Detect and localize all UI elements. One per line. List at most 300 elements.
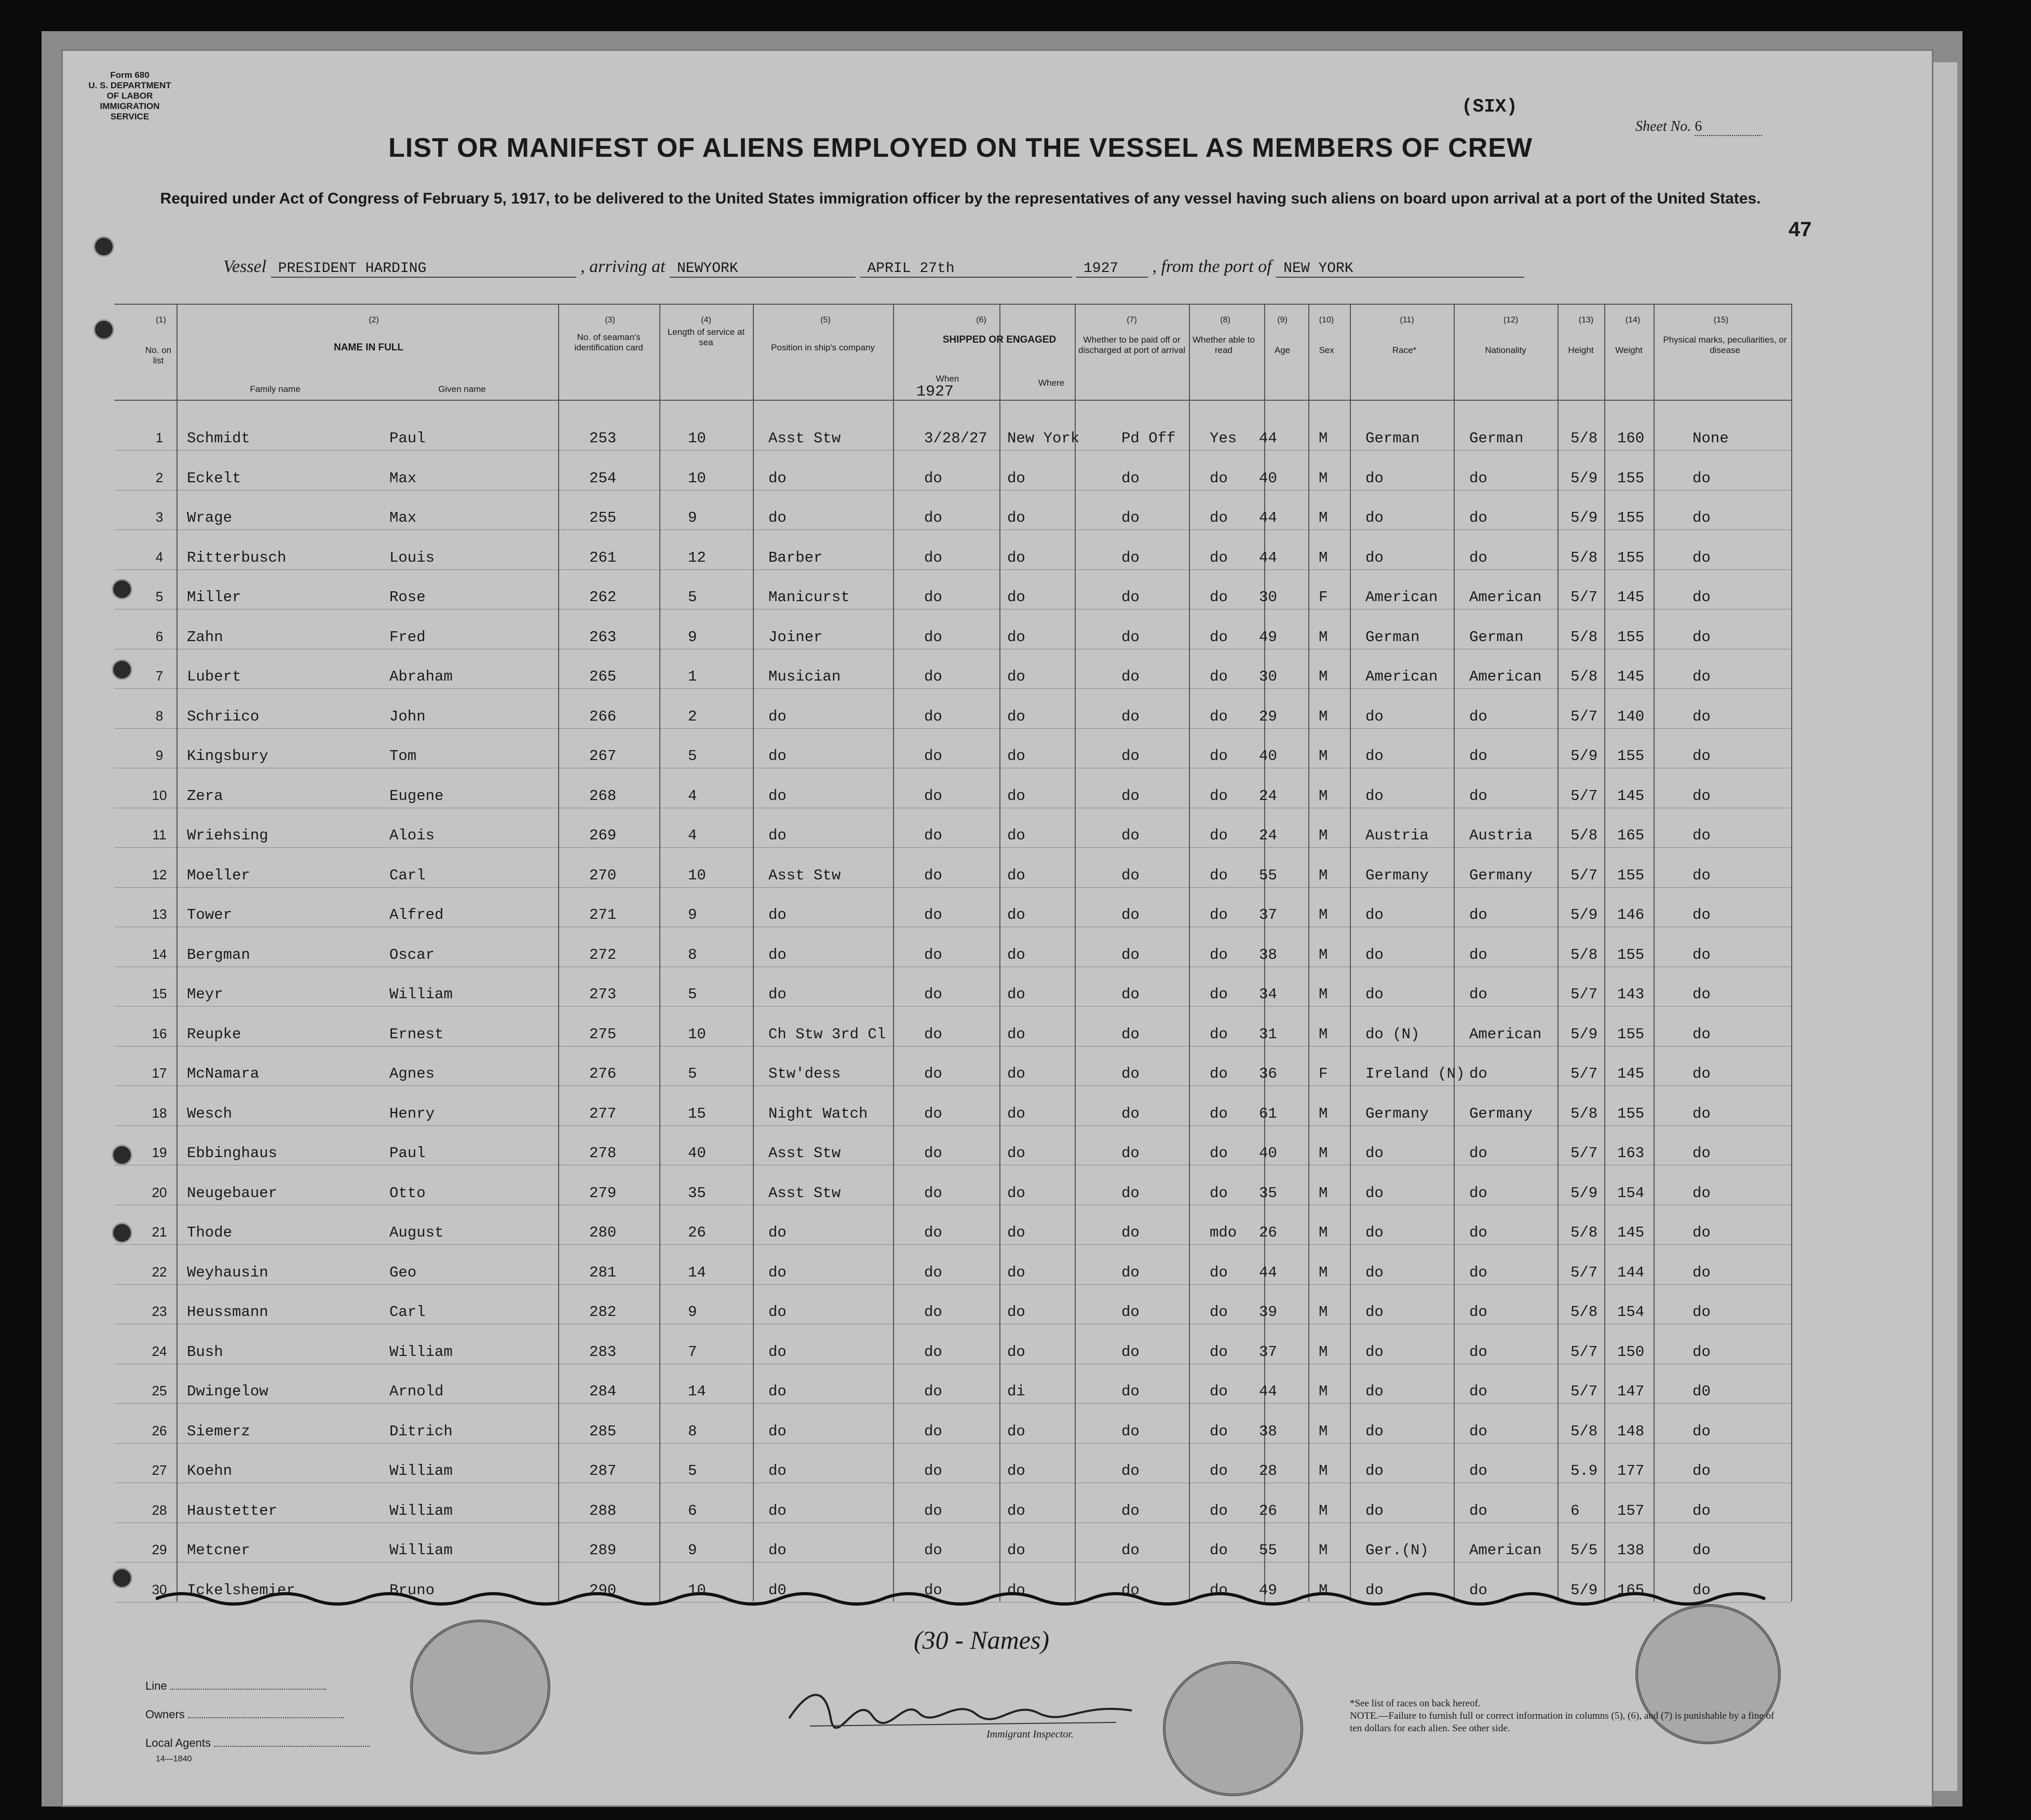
- sex: M: [1319, 1581, 1328, 1599]
- paid-off: do: [1121, 708, 1140, 725]
- height: 5.9: [1570, 1462, 1598, 1479]
- nationality: do: [1469, 748, 1487, 765]
- weight: 155: [1617, 1105, 1645, 1122]
- where-engaged: do: [1007, 469, 1025, 487]
- row-number: 30: [152, 1581, 167, 1597]
- sheet-value: 6: [1695, 118, 1762, 136]
- service-length: 15: [688, 1105, 706, 1122]
- row-number: 29: [152, 1542, 167, 1557]
- physical-marks: do: [1692, 866, 1711, 884]
- able-to-read: do: [1210, 708, 1228, 725]
- header-length-service: Length of service at sea: [667, 327, 745, 347]
- row-number: 17: [152, 1065, 167, 1081]
- paid-off: Pd Off: [1121, 430, 1176, 447]
- race: do: [1365, 1383, 1384, 1400]
- age: 38: [1259, 1422, 1277, 1440]
- header-position: Position in ship's company: [771, 343, 875, 352]
- from-port: NEW YORK: [1276, 261, 1524, 278]
- agents-label: Local Agents: [145, 1736, 211, 1749]
- service-length: 9: [688, 1303, 697, 1321]
- able-to-read: do: [1210, 866, 1228, 884]
- header-physical: Physical marks, peculiarities, or disease: [1663, 335, 1787, 355]
- row-number: 20: [152, 1184, 167, 1200]
- height: 5/7: [1570, 866, 1598, 884]
- position: d0: [768, 1581, 787, 1599]
- when-engaged: do: [924, 469, 942, 487]
- sex: M: [1319, 1025, 1328, 1043]
- family-name: Haustetter: [187, 1502, 278, 1519]
- age: 28: [1259, 1462, 1277, 1479]
- paid-off: do: [1121, 1303, 1140, 1321]
- row-line: [114, 529, 1791, 530]
- height: 5/7: [1570, 1145, 1598, 1162]
- physical-marks: do: [1692, 946, 1711, 963]
- nationality: do: [1469, 469, 1487, 487]
- family-name: Zera: [187, 787, 223, 805]
- height: 5/5: [1570, 1542, 1598, 1559]
- given-name: John: [389, 708, 426, 725]
- weight: 144: [1617, 1264, 1645, 1281]
- height: 5/7: [1570, 1383, 1598, 1400]
- id-card: 266: [589, 708, 617, 725]
- sex: M: [1319, 549, 1328, 566]
- nationality: American: [1469, 589, 1542, 606]
- position: do: [768, 1343, 787, 1361]
- age: 38: [1259, 946, 1277, 963]
- position: do: [768, 469, 787, 487]
- sheet-label: Sheet No.: [1635, 118, 1691, 134]
- height: 5/8: [1570, 946, 1598, 963]
- id-card: 288: [589, 1502, 617, 1519]
- service-length: 5: [688, 748, 697, 765]
- paid-off: do: [1121, 1462, 1140, 1479]
- age: 49: [1259, 628, 1277, 646]
- family-name: Weyhausin: [187, 1264, 268, 1281]
- grid-line: [1791, 304, 1792, 1601]
- when-engaged: do: [924, 1303, 942, 1321]
- id-card: 254: [589, 469, 617, 487]
- height: 5/9: [1570, 1184, 1598, 1202]
- physical-marks: do: [1692, 986, 1711, 1003]
- service-length: 10: [688, 1025, 706, 1043]
- binder-hole: [93, 319, 114, 340]
- weight: 148: [1617, 1422, 1645, 1440]
- family-name: Meyr: [187, 986, 223, 1003]
- id-card: 269: [589, 827, 617, 844]
- id-card: 284: [589, 1383, 617, 1400]
- height: 5/8: [1570, 827, 1598, 844]
- sex: M: [1319, 628, 1328, 646]
- row-line: [114, 1125, 1791, 1126]
- paid-off: do: [1121, 469, 1140, 487]
- height: 5/7: [1570, 589, 1598, 606]
- header-able-read: Whether able to read: [1192, 335, 1255, 355]
- position: Manicurst: [768, 589, 850, 606]
- height: 6: [1570, 1502, 1580, 1519]
- position: do: [768, 1383, 787, 1400]
- weight: 165: [1617, 1581, 1645, 1599]
- copy-label: (SIX): [1461, 96, 1518, 117]
- position: do: [768, 906, 787, 923]
- able-to-read: do: [1210, 1422, 1228, 1440]
- sex: M: [1319, 469, 1328, 487]
- able-to-read: do: [1210, 1581, 1228, 1599]
- service-length: 12: [688, 549, 706, 566]
- family-name: Neugebauer: [187, 1184, 278, 1202]
- physical-marks: do: [1692, 549, 1711, 566]
- id-card: 268: [589, 787, 617, 805]
- sex: M: [1319, 708, 1328, 725]
- where-engaged: do: [1007, 1264, 1025, 1281]
- paid-off: do: [1121, 906, 1140, 923]
- id-card: 278: [589, 1145, 617, 1162]
- race: American: [1365, 589, 1438, 606]
- col-num: (2): [369, 316, 379, 324]
- inspector-signature: [779, 1677, 1142, 1734]
- page-title: LIST OR MANIFEST OF ALIENS EMPLOYED ON THE VESSEL AS MEMBERS OF CREW: [388, 133, 1533, 163]
- id-card: 270: [589, 866, 617, 884]
- when-engaged: do: [924, 628, 942, 646]
- sex: M: [1319, 1343, 1328, 1361]
- page-subtitle: Required under Act of Congress of February 5, 1917, to be delivered to the United States immigration officer by the representatives of any vessel having such aliens on board upon arrival at a port of the United States.: [160, 190, 1761, 207]
- given-name: Fred: [389, 628, 426, 646]
- position: do: [768, 1303, 787, 1321]
- weight: 155: [1617, 509, 1645, 526]
- height: 5/8: [1570, 1105, 1598, 1122]
- col-num: (15): [1713, 316, 1729, 324]
- row-line: [114, 688, 1791, 689]
- physical-marks: do: [1692, 1502, 1711, 1519]
- row-number: 15: [152, 986, 167, 1001]
- arrival-date: APRIL 27th: [860, 261, 1072, 278]
- id-card: 271: [589, 906, 617, 923]
- where-engaged: do: [1007, 1303, 1025, 1321]
- physical-marks: do: [1692, 827, 1711, 844]
- when-engaged: do: [924, 866, 942, 884]
- position: Barber: [768, 549, 823, 566]
- race: Ger.(N): [1365, 1542, 1429, 1559]
- physical-marks: do: [1692, 1105, 1711, 1122]
- header-no-on-list: No. on list: [145, 345, 172, 365]
- when-engaged: do: [924, 549, 942, 566]
- arrival-year: 1927: [1076, 261, 1148, 278]
- position: do: [768, 748, 787, 765]
- col-num: (13): [1578, 316, 1594, 324]
- family-name: Thode: [187, 1224, 233, 1241]
- when-engaged: do: [924, 1025, 942, 1043]
- height: 5/7: [1570, 1264, 1598, 1281]
- service-length: 10: [688, 469, 706, 487]
- height: 5/9: [1570, 1581, 1598, 1599]
- height: 5/9: [1570, 469, 1598, 487]
- service-length: 9: [688, 1542, 697, 1559]
- agents-field: [145, 1736, 370, 1750]
- row-line: [114, 1443, 1791, 1444]
- given-name: Max: [389, 469, 417, 487]
- when-engaged: do: [924, 1422, 942, 1440]
- when-engaged: do: [924, 946, 942, 963]
- family-name: Siemerz: [187, 1422, 250, 1440]
- family-name: Metcner: [187, 1542, 250, 1559]
- form-header: [83, 70, 177, 122]
- race: do: [1365, 1264, 1384, 1281]
- position: Ch Stw 3rd Cl: [768, 1025, 886, 1043]
- row-line: [114, 1006, 1791, 1007]
- header-name-in-full: NAME IN FULL: [333, 342, 404, 353]
- form-code: 14—1840: [156, 1755, 192, 1763]
- physical-marks: do: [1692, 469, 1711, 487]
- where-engaged: do: [1007, 509, 1025, 526]
- id-card: 282: [589, 1303, 617, 1321]
- physical-marks: do: [1692, 509, 1711, 526]
- nationality: do: [1469, 549, 1487, 566]
- footnote: [1350, 1697, 1786, 1735]
- where-engaged: do: [1007, 1581, 1025, 1599]
- able-to-read: do: [1210, 509, 1228, 526]
- sex: M: [1319, 946, 1328, 963]
- row-number: 5: [155, 589, 164, 604]
- when-engaged: do: [924, 1502, 942, 1519]
- given-name: Alois: [389, 827, 435, 844]
- age: 36: [1259, 1065, 1277, 1082]
- height: 5/7: [1570, 708, 1598, 725]
- vessel-name: PRESIDENT HARDING: [271, 261, 576, 278]
- id-card: 261: [589, 549, 617, 566]
- row-number: 3: [155, 509, 164, 525]
- when-engaged: do: [924, 1224, 942, 1241]
- when-engaged: do: [924, 787, 942, 805]
- given-name: Agnes: [389, 1065, 435, 1082]
- nationality: do: [1469, 509, 1487, 526]
- family-name: Dwingelow: [187, 1383, 268, 1400]
- header-shipped: SHIPPED OR ENGAGED: [942, 334, 1057, 345]
- where-engaged: do: [1007, 589, 1025, 606]
- grid-line: [1454, 304, 1455, 1601]
- when-engaged: do: [924, 1542, 942, 1559]
- where-engaged: do: [1007, 1184, 1025, 1202]
- when-engaged: do: [924, 1383, 942, 1400]
- when-engaged: do: [924, 986, 942, 1003]
- able-to-read: do: [1210, 1264, 1228, 1281]
- family-name: Tower: [187, 906, 233, 923]
- given-name: William: [389, 1502, 453, 1519]
- paid-off: do: [1121, 1581, 1140, 1599]
- able-to-read: do: [1210, 469, 1228, 487]
- id-card: 281: [589, 1264, 617, 1281]
- position: Musician: [768, 668, 841, 685]
- weight: 145: [1617, 668, 1645, 685]
- weight: 155: [1617, 866, 1645, 884]
- binder-hole: [93, 236, 114, 257]
- service-length: 14: [688, 1264, 706, 1281]
- header-sex: Sex: [1319, 345, 1334, 355]
- id-card: 290: [589, 1581, 617, 1599]
- col-num: (14): [1625, 316, 1641, 324]
- id-card: 280: [589, 1224, 617, 1241]
- owners-field: [145, 1708, 344, 1721]
- service-length: 8: [688, 946, 697, 963]
- service-length: 9: [688, 509, 697, 526]
- where-engaged: do: [1007, 628, 1025, 646]
- age: 37: [1259, 1343, 1277, 1361]
- position: Asst Stw: [768, 430, 841, 447]
- header-when-year: 1927: [916, 383, 954, 401]
- physical-marks: do: [1692, 1462, 1711, 1479]
- given-name: Tom: [389, 748, 417, 765]
- race: do (N): [1365, 1025, 1420, 1043]
- id-card: 265: [589, 668, 617, 685]
- nationality: do: [1469, 1184, 1487, 1202]
- able-to-read: do: [1210, 787, 1228, 805]
- given-name: William: [389, 1462, 453, 1479]
- given-name: Rose: [389, 589, 426, 606]
- given-name: Ernest: [389, 1025, 444, 1043]
- weight: 154: [1617, 1184, 1645, 1202]
- age: 26: [1259, 1502, 1277, 1519]
- sex: M: [1319, 1264, 1328, 1281]
- position: Asst Stw: [768, 866, 841, 884]
- race: do: [1365, 1145, 1384, 1162]
- given-name: Max: [389, 509, 417, 526]
- given-name: Carl: [389, 866, 426, 884]
- where-engaged: do: [1007, 906, 1025, 923]
- height: 5/7: [1570, 986, 1598, 1003]
- family-name: Eckelt: [187, 469, 241, 487]
- nationality: American: [1469, 668, 1542, 685]
- col-num: (7): [1127, 316, 1137, 324]
- service-length: 1: [688, 668, 697, 685]
- nationality: do: [1469, 1303, 1487, 1321]
- sex: F: [1319, 589, 1328, 606]
- grid-line: [1308, 304, 1309, 1601]
- able-to-read: mdo: [1210, 1224, 1237, 1241]
- row-number: 4: [155, 549, 164, 565]
- race: do: [1365, 1343, 1384, 1361]
- where-engaged: do: [1007, 1105, 1025, 1122]
- age: 44: [1259, 430, 1277, 447]
- age: 35: [1259, 1184, 1277, 1202]
- service-name: IMMIGRATION SERVICE: [100, 101, 160, 121]
- service-length: 26: [688, 1224, 706, 1241]
- age: 31: [1259, 1025, 1277, 1043]
- family-name: Kingsbury: [187, 748, 268, 765]
- physical-marks: do: [1692, 748, 1711, 765]
- where-engaged: di: [1007, 1383, 1025, 1400]
- nationality: do: [1469, 1065, 1487, 1082]
- when-engaged: 3/28/27: [924, 430, 987, 447]
- height: 5/9: [1570, 1025, 1598, 1043]
- family-name: Bergman: [187, 946, 250, 963]
- race: American: [1365, 668, 1438, 685]
- where-engaged: do: [1007, 866, 1025, 884]
- position: do: [768, 787, 787, 805]
- weight: 155: [1617, 748, 1645, 765]
- race: Austria: [1365, 827, 1429, 844]
- row-line: [114, 887, 1791, 888]
- where-engaged: do: [1007, 748, 1025, 765]
- row-number: 2: [155, 469, 164, 485]
- sex: M: [1319, 1303, 1328, 1321]
- sex: M: [1319, 748, 1328, 765]
- row-line: [114, 450, 1791, 451]
- vessel-label: Vessel: [223, 257, 267, 276]
- nationality: do: [1469, 986, 1487, 1003]
- family-name: Koehn: [187, 1462, 233, 1479]
- header-where: Where: [1038, 378, 1065, 388]
- row-number: 21: [152, 1224, 167, 1240]
- row-number: 18: [152, 1105, 167, 1121]
- nationality: Germany: [1469, 1105, 1533, 1122]
- id-card: 253: [589, 430, 617, 447]
- able-to-read: do: [1210, 946, 1228, 963]
- header-family-name: Family name: [250, 384, 301, 394]
- row-number: 16: [152, 1025, 167, 1041]
- weight: 150: [1617, 1343, 1645, 1361]
- position: do: [768, 1502, 787, 1519]
- age: 61: [1259, 1105, 1277, 1122]
- position: do: [768, 1264, 787, 1281]
- where-engaged: do: [1007, 787, 1025, 805]
- grid-line: [753, 304, 754, 1601]
- service-length: 5: [688, 589, 697, 606]
- nationality: do: [1469, 1502, 1487, 1519]
- paid-off: do: [1121, 628, 1140, 646]
- when-engaged: do: [924, 1145, 942, 1162]
- race: do: [1365, 906, 1384, 923]
- paid-off: do: [1121, 1025, 1140, 1043]
- position: do: [768, 1422, 787, 1440]
- weight: 145: [1617, 1224, 1645, 1241]
- able-to-read: do: [1210, 589, 1228, 606]
- family-name: Schriico: [187, 708, 260, 725]
- where-engaged: do: [1007, 1542, 1025, 1559]
- id-card: 272: [589, 946, 617, 963]
- race: do: [1365, 1224, 1384, 1241]
- given-name: Paul: [389, 430, 426, 447]
- height: 5/9: [1570, 509, 1598, 526]
- race: do: [1365, 1581, 1384, 1599]
- age: 34: [1259, 986, 1277, 1003]
- owners-value: [188, 1717, 344, 1718]
- consular-seal: [1163, 1661, 1303, 1796]
- service-length: 8: [688, 1422, 697, 1440]
- physical-marks: do: [1692, 1343, 1711, 1361]
- able-to-read: do: [1210, 549, 1228, 566]
- family-name: Ritterbusch: [187, 549, 287, 566]
- when-engaged: do: [924, 1184, 942, 1202]
- row-line: [114, 490, 1791, 491]
- row-number: 12: [152, 866, 167, 882]
- row-number: 7: [155, 668, 164, 684]
- where-engaged: do: [1007, 827, 1025, 844]
- row-number: 14: [152, 946, 167, 962]
- id-card: 283: [589, 1343, 617, 1361]
- physical-marks: do: [1692, 1065, 1711, 1082]
- weight: 143: [1617, 986, 1645, 1003]
- header-id-card: No. of seaman's identification card: [574, 332, 643, 352]
- penalty-note: NOTE.—Failure to furnish full or correct information in columns (5), (6), and (7) is punishable by a fine of ten dollars for each alien. See other side.: [1350, 1710, 1775, 1734]
- weight: 155: [1617, 946, 1645, 963]
- physical-marks: do: [1692, 1184, 1711, 1202]
- paid-off: do: [1121, 986, 1140, 1003]
- where-engaged: do: [1007, 1224, 1025, 1241]
- able-to-read: do: [1210, 1343, 1228, 1361]
- given-name: Paul: [389, 1145, 426, 1162]
- given-name: Louis: [389, 549, 435, 566]
- service-length: 2: [688, 708, 697, 725]
- sex: M: [1319, 430, 1328, 447]
- service-length: 5: [688, 1462, 697, 1479]
